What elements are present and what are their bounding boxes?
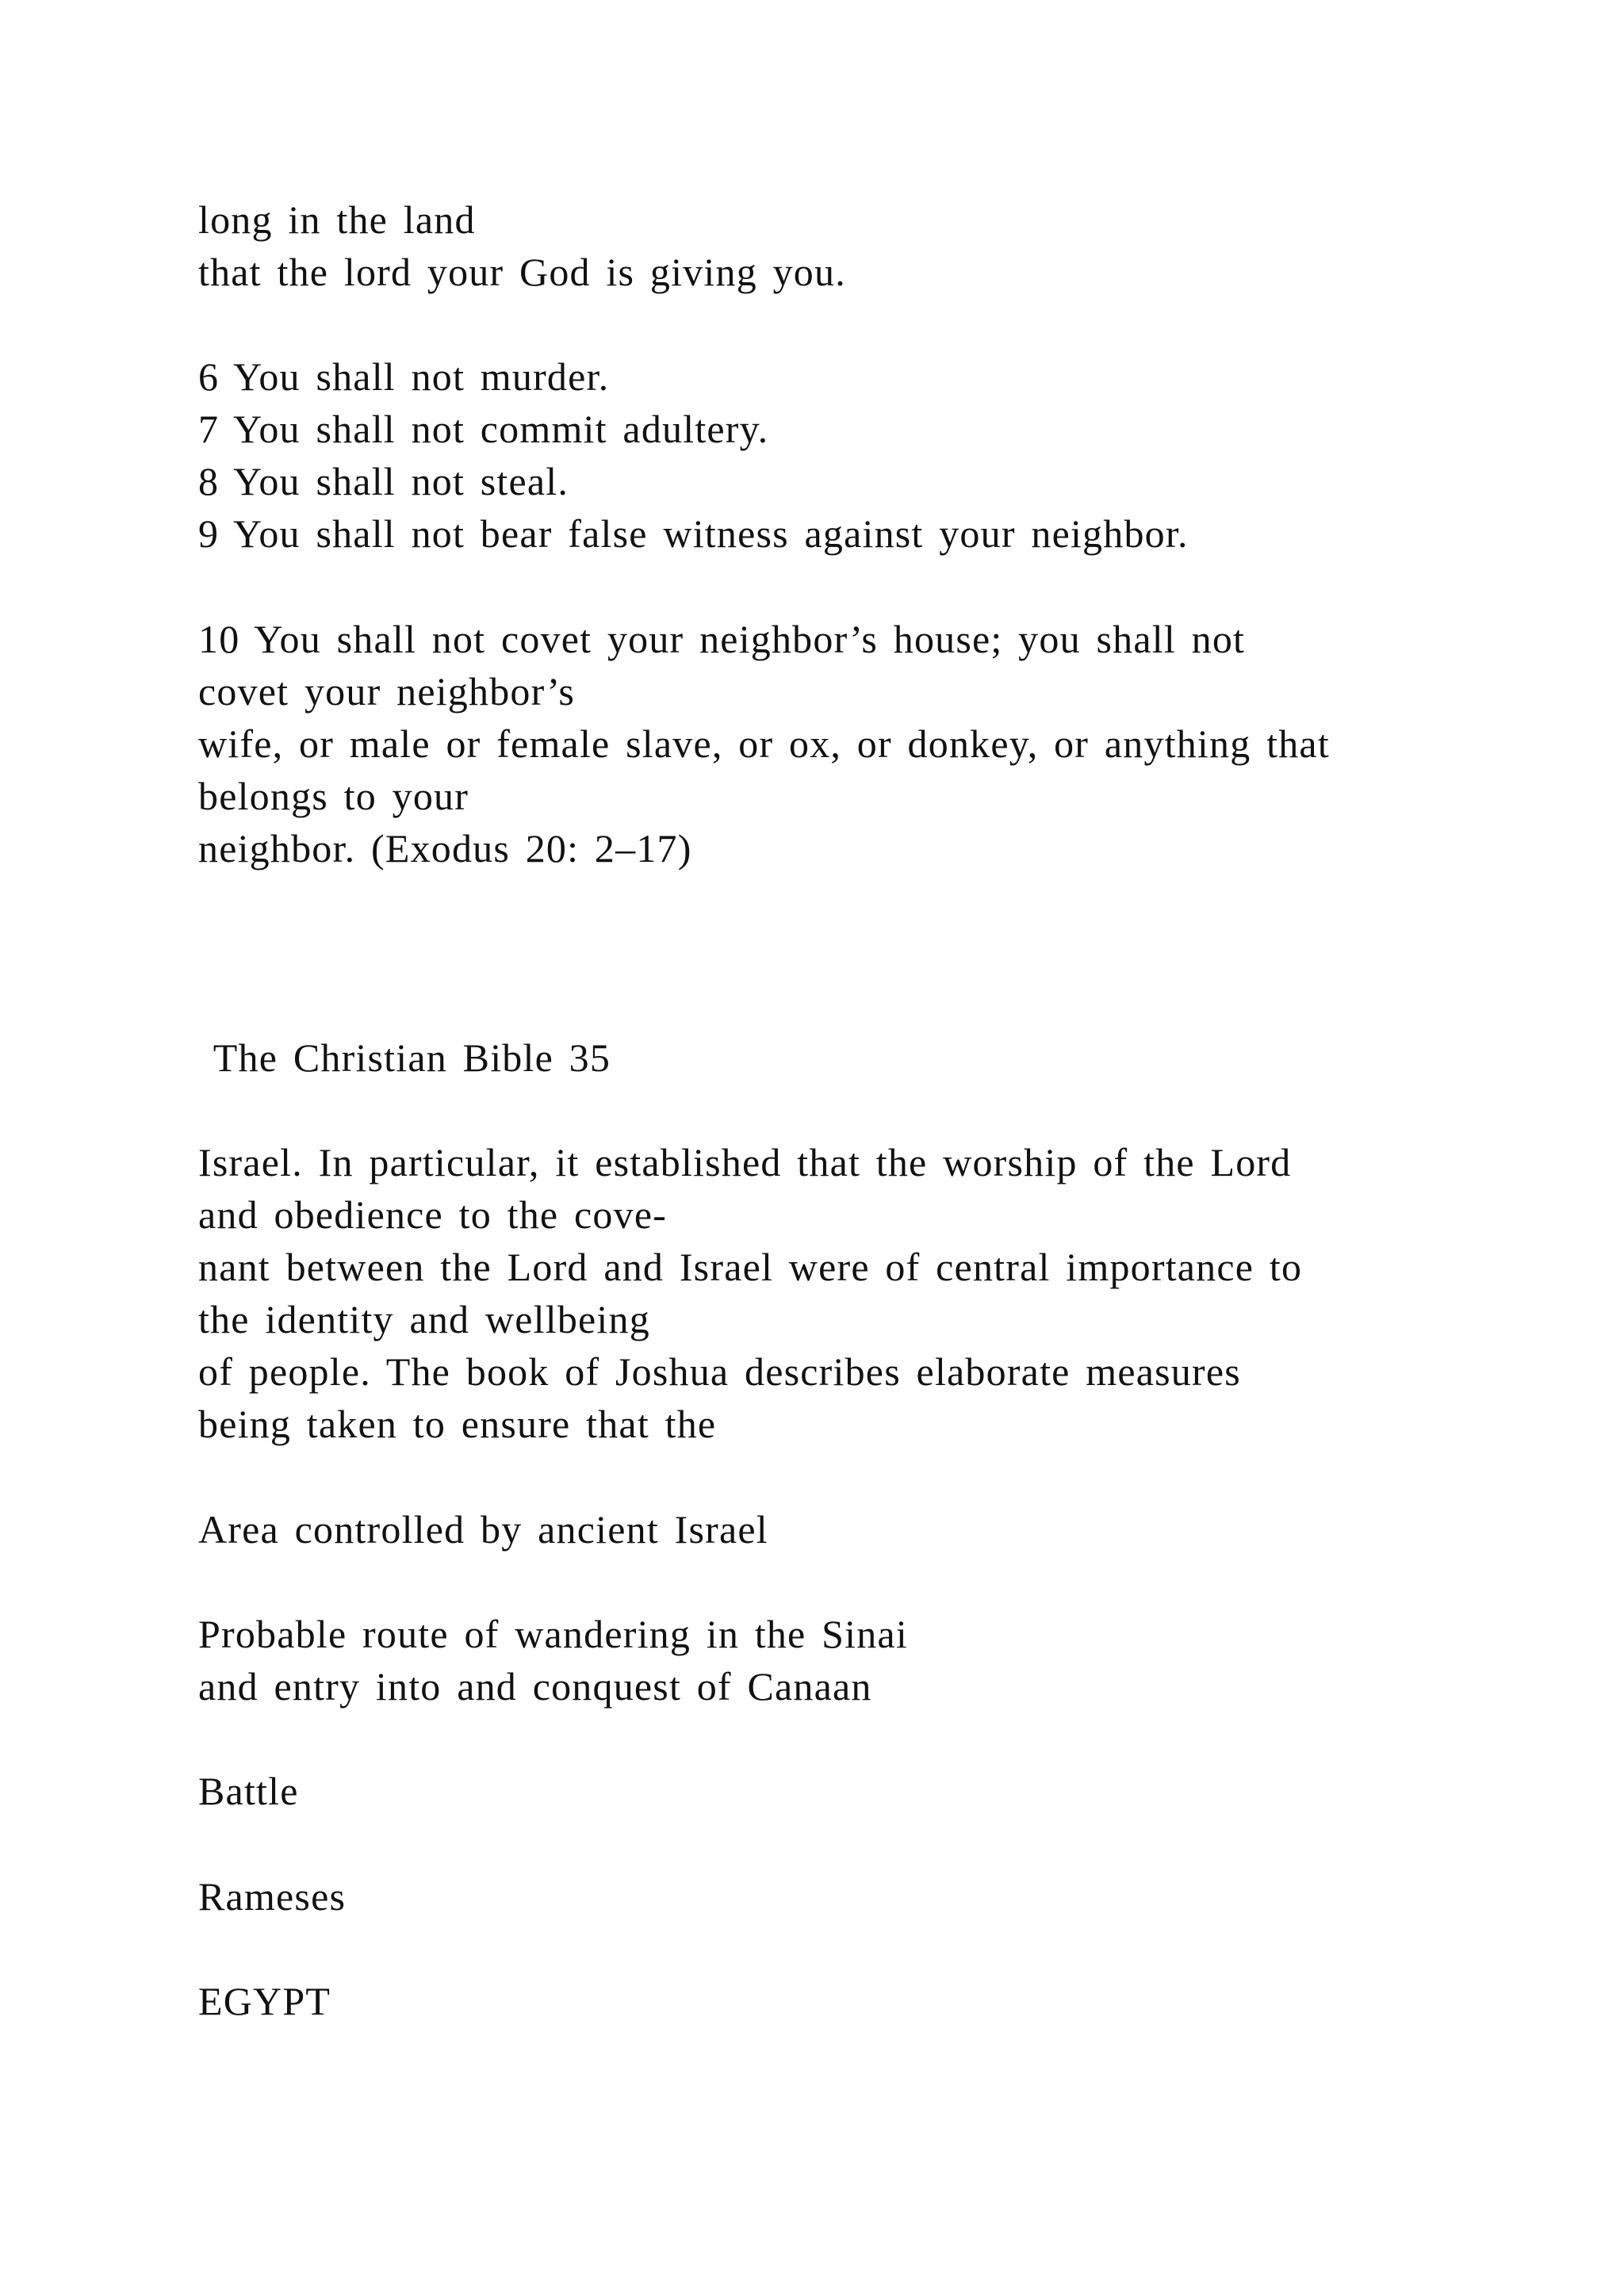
running-header: The Christian Bible 35 (198, 1035, 611, 1080)
text-line: the identity and wellbeing (198, 1297, 650, 1341)
map-legend-label: Probable route of wandering in the Sinai (198, 1612, 908, 1656)
text-line: 10 You shall not covet your neighbor’s house; you shall not (198, 617, 1246, 661)
text-line: nant between the Lord and Israel were of central importance to (198, 1245, 1303, 1289)
text-line: being taken to ensure that the (198, 1402, 717, 1446)
text-line: 6 You shall not murder. (198, 354, 610, 399)
map-place-label: EGYPT (198, 1979, 331, 2023)
text-line: wife, or male or female slave, or ox, or donkey, or anything that (198, 721, 1330, 766)
text-line: long in the land (198, 197, 476, 242)
text-line: 7 You shall not commit adultery. (198, 407, 769, 451)
text-line: 8 You shall not steal. (198, 459, 569, 503)
text-line: belongs to your (198, 774, 469, 818)
map-place-label: Rameses (198, 1874, 347, 1919)
text-line: and obedience to the cove- (198, 1192, 668, 1237)
text-line: 9 You shall not bear false witness against your neighbor. (198, 511, 1189, 556)
map-legend-label: Battle (198, 1769, 299, 1813)
map-legend-label: and entry into and conquest of Canaan (198, 1664, 872, 1709)
text-line: of people. The book of Joshua describes elaborate measures (198, 1349, 1241, 1394)
text-line: covet your neighbor’s (198, 669, 576, 714)
map-legend-label: Area controlled by ancient Israel (198, 1507, 768, 1552)
text-line: neighbor. (Exodus 20: 2–17) (198, 826, 692, 871)
text-line: that the lord your God is giving you. (198, 250, 846, 294)
text-line: Israel. In particular, it established that the worship of the Lord (198, 1140, 1292, 1184)
